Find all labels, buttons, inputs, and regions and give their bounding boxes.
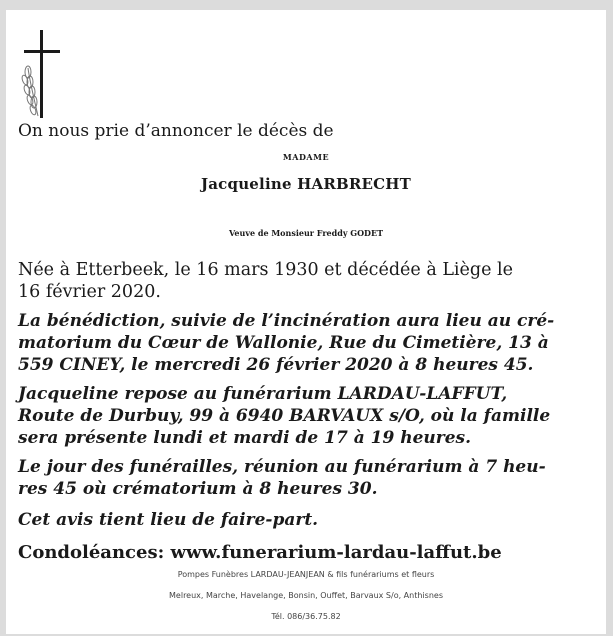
widow-of: Veuve de Monsieur Freddy GODET [228,228,384,238]
funeral-home-phone: Tél. 086/36.75.82 [271,612,341,621]
deceased-name: Jacqueline HARBRECHT [200,175,412,193]
faire-part-line: Cet avis tient lieu de faire-part. [18,510,319,530]
ceremony-line: matorium du Cœur de Wallonie, Rue du Cimetière, 13 à [18,333,549,353]
repose-line: sera présente lundi et mardi de 17 à 19 heures. [18,428,472,448]
cross-with-wheat-icon [20,28,64,120]
honorific: MADAME [282,152,330,162]
birth-death-line: Née à Etterbeek, le 16 mars 1930 et décédée à Liège le [18,260,513,280]
intro-text: On nous prie d’annoncer le décès de [18,121,334,141]
death-notice-card [6,10,606,634]
ceremony-line: La bénédiction, suivie de l’incinération aura lieu au cré- [18,311,555,331]
birth-death-line: 16 février 2020. [18,282,161,302]
funeral-home-line: Pompes Funèbres LARDAU-JEANJEAN & fils funérariums et fleurs [177,570,435,579]
meeting-line: Le jour des funérailles, réunion au funérarium à 7 heu- [18,457,546,477]
repose-line: Route de Durbuy, 99 à 6940 BARVAUX s/O, où la famille [18,406,551,426]
condolences-line: Condoléances: www.funerarium-lardau-laffut.be [18,542,502,563]
funeral-home-locations: Melreux, Marche, Havelange, Bonsin, Ouffet, Barvaux S/o, Anthisnes [169,591,443,600]
repose-line: Jacqueline repose au funérarium LARDAU-LAFFUT, [18,384,508,404]
ceremony-line: 559 CINEY, le mercredi 26 février 2020 à 8 heures 45. [18,355,534,375]
meeting-line: res 45 où crématorium à 8 heures 30. [18,479,378,499]
